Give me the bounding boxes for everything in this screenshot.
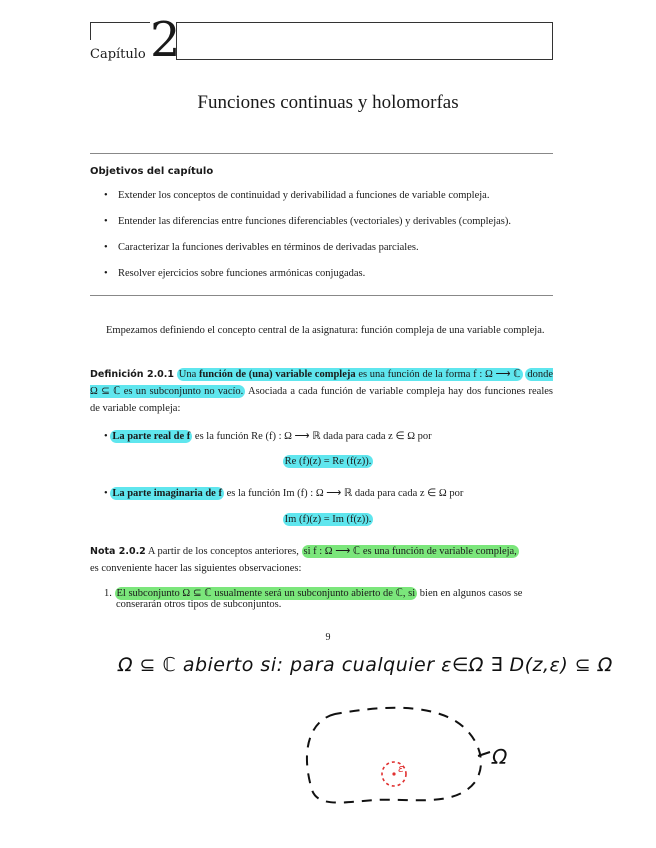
chapter-title: Funciones continuas y holomorfas — [197, 92, 459, 113]
real-part-text: es la función Re (f) : Ω ⟶ ℝ dada para cada z ∈ Ω por — [192, 431, 432, 442]
objective-item: • Extender los conceptos de continuidad y derivabilidad a funciones de variable compleja. — [104, 190, 554, 216]
definition-hl-a: Una — [178, 369, 199, 380]
note-label: Nota 2.0.2 — [90, 546, 146, 557]
objective-item: • Resolver ejercicios sobre funciones armónicas conjugadas. — [104, 268, 554, 294]
handwritten-line: Ω ⊆ ℂ abierto si: para cualquier ε∈Ω ∃ D(z,ε) ⊆ Ω — [118, 654, 613, 676]
objective-item: • Caracterizar la funciones derivables en términos de derivadas parciales. — [104, 242, 554, 268]
omega-label: Ω — [492, 745, 508, 769]
definition-term: función de (una) variable compleja — [198, 369, 356, 380]
disk-center — [392, 772, 395, 775]
real-part-item — [104, 430, 554, 442]
note-text-1: A partir de los conceptos anteriores, — [145, 546, 302, 557]
open-set-boundary — [307, 708, 481, 803]
chapter-frame-left — [90, 22, 91, 40]
definition-rest: Asociada a cada función de variable compleja hay dos funciones reales de variable compleja: — [90, 386, 554, 414]
imag-part-formula: Im (f)(z) = Im (f(z)). — [284, 514, 372, 525]
real-part-label: La parte real de f — [112, 431, 191, 442]
definition-hl-c: es una función de la forma f : Ω ⟶ ℂ — [355, 369, 521, 380]
handwritten-sketch — [0, 690, 656, 848]
epsilon-label: ε — [398, 762, 404, 775]
imag-part-label: La parte imaginaria de f — [112, 488, 222, 499]
bullet-icon: • — [104, 431, 111, 442]
chapter-frame-box — [176, 22, 553, 60]
bullet-icon: • — [104, 488, 111, 499]
objectives-bottom-rule — [90, 295, 553, 296]
note-item-rest: bien en algunos casos se — [417, 588, 523, 599]
definition-label: Definición 2.0.1 — [90, 369, 175, 380]
page-number: 9 — [325, 632, 331, 643]
intro-paragraph: Empezamos definiendo el concepto central de la asignatura: función compleja de una variable compleja. — [106, 325, 545, 336]
chapter-word: Capítulo — [90, 47, 146, 62]
note-item-1 — [104, 587, 554, 610]
objectives-top-rule — [90, 153, 553, 154]
real-part-formula: Re (f)(z) = Re (f(z)). — [284, 456, 372, 467]
note-item-highlight: El subconjunto Ω ⊆ ℂ usualmente será un subconjunto abierto de ℂ, si — [116, 588, 416, 599]
definition-highlight-1 — [177, 368, 523, 381]
chapter-frame-top-left — [90, 22, 150, 23]
imag-part-formula-wrap — [0, 514, 656, 525]
note-block — [90, 543, 553, 577]
real-part-formula-wrap — [0, 456, 656, 467]
note-text-2: es conveniente hacer las siguientes observaciones: — [90, 563, 302, 574]
imag-part-item — [104, 487, 554, 499]
imag-part-text: es la función Im (f) : Ω ⟶ ℝ dada para cada z ∈ Ω por — [223, 488, 464, 499]
objective-item: • Entender las diferencias entre funciones diferenciables (vectoriales) y derivables (complejas). — [104, 216, 554, 242]
objectives-list — [104, 190, 554, 294]
objectives-heading: Objetivos del capítulo — [90, 166, 214, 177]
note-highlight: si f : Ω ⟶ ℂ es una función de variable compleja, — [303, 546, 517, 557]
note-item-line-2: conserarán otros tipos de subconjuntos. — [116, 599, 282, 610]
note-item-number: 1. — [104, 588, 112, 599]
definition-block — [90, 366, 553, 417]
chapter-number: 2 — [150, 12, 181, 68]
definition-highlight-2: donde Ω ⊆ ℂ es un subconjunto no vacío. — [90, 369, 553, 397]
